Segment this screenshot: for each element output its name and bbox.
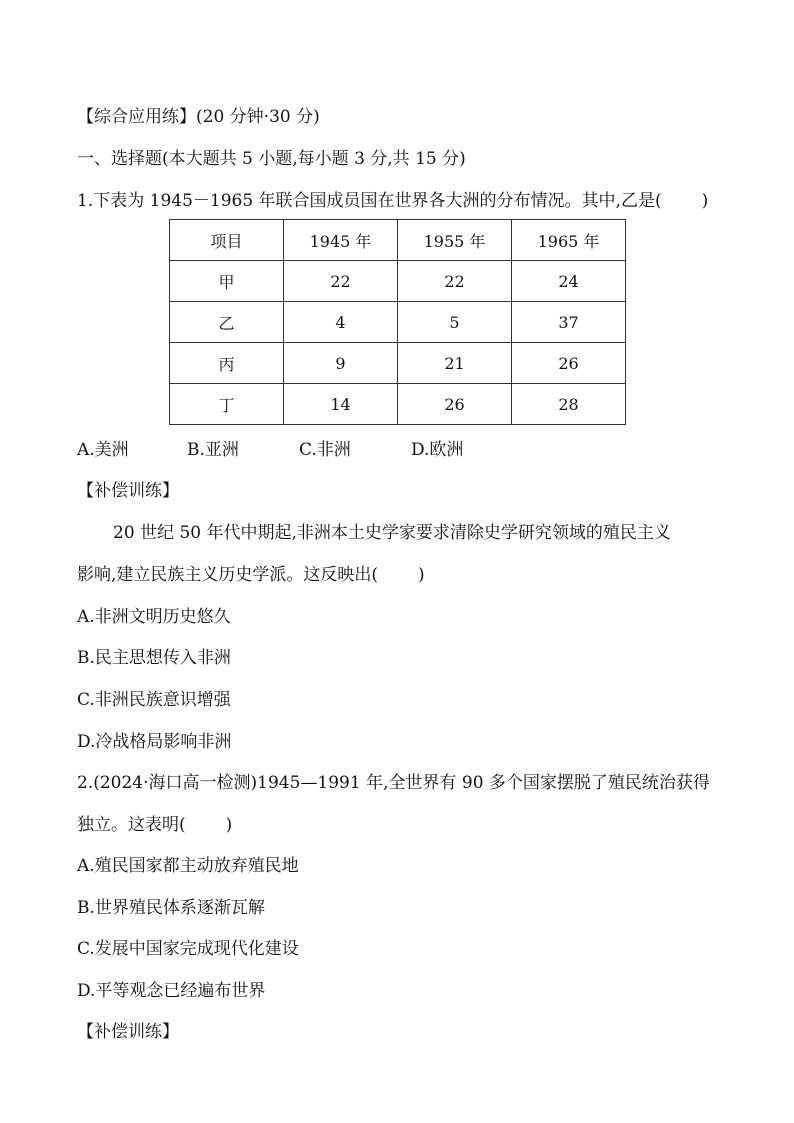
supplement-1-option-b: B.民主思想传入非洲 xyxy=(77,648,231,668)
question-2-option-d: D.平等观念已经遍布世界 xyxy=(77,981,266,1001)
table-cell: 21 xyxy=(398,343,512,384)
table-cell: 5 xyxy=(398,302,512,343)
table-cell: 乙 xyxy=(170,302,284,343)
question-1-option-d: D.欧洲 xyxy=(411,440,464,460)
table-header-cell: 1945 年 xyxy=(284,220,398,261)
table-row xyxy=(170,302,626,343)
table-header-cell: 1955 年 xyxy=(398,220,512,261)
section-title: 【综合应用练】(20 分钟·30 分) xyxy=(77,107,320,127)
table-cell: 22 xyxy=(398,261,512,302)
un-members-table xyxy=(169,219,626,425)
table-row xyxy=(170,343,626,384)
question-1-stem-text: 1.下表为 1945－1965 年联合国成员国在世界各大洲的分布情况。其中,乙是( xyxy=(77,191,662,211)
question-2-option-a: A.殖民国家都主动放弃殖民地 xyxy=(77,856,299,876)
table-cell: 丁 xyxy=(170,384,284,425)
question-2-option-b: B.世界殖民体系逐渐瓦解 xyxy=(77,898,265,918)
question-1-option-c: C.非洲 xyxy=(299,440,351,460)
part-heading: 一、选择题(本大题共 5 小题,每小题 3 分,共 15 分) xyxy=(77,149,466,169)
supplement-1-option-a: A.非洲文明历史悠久 xyxy=(77,607,231,627)
compensation-training-title: 【补偿训练】 xyxy=(77,481,179,501)
question-1-stem-close: ) xyxy=(701,191,709,211)
question-1-option-b: B.亚洲 xyxy=(187,440,239,460)
supplement-1-option-c: C.非洲民族意识增强 xyxy=(77,690,231,710)
question-1-option-a: A.美洲 xyxy=(77,440,129,460)
question-2-stem-line2 xyxy=(77,814,232,836)
question-1-stem xyxy=(77,190,708,212)
supplement-1-stem-close: ) xyxy=(418,565,425,585)
table-cell: 9 xyxy=(284,343,398,384)
table-header-row xyxy=(170,220,626,261)
table-cell: 26 xyxy=(512,343,626,384)
supplement-1-stem-line1: 20 世纪 50 年代中期起,非洲本土史学家要求清除史学研究领域的殖民主义 xyxy=(113,523,671,543)
compensation-training-title: 【补偿训练】 xyxy=(77,1022,179,1042)
table-row xyxy=(170,384,626,425)
table-cell: 26 xyxy=(398,384,512,425)
supplement-1-option-d: D.冷战格局影响非洲 xyxy=(77,732,232,752)
table-row xyxy=(170,261,626,302)
question-2-stem-text: 独立。这表明( xyxy=(77,815,186,835)
table-cell: 丙 xyxy=(170,343,284,384)
question-2-stem-line1: 2.(2024·海口高一检测)1945—1991 年,全世界有 90 多个国家摆脱了殖民统治获得 xyxy=(77,773,710,793)
table-cell: 28 xyxy=(512,384,626,425)
question-2-option-c: C.发展中国家完成现代化建设 xyxy=(77,939,299,959)
table-cell: 4 xyxy=(284,302,398,343)
table-cell: 14 xyxy=(284,384,398,425)
table-cell: 24 xyxy=(512,261,626,302)
supplement-1-stem-text: 影响,建立民族主义历史学派。这反映出( xyxy=(77,565,379,585)
question-2-stem-close: ) xyxy=(225,815,233,835)
table-cell: 甲 xyxy=(170,261,284,302)
table-header-cell: 1965 年 xyxy=(512,220,626,261)
table-cell: 22 xyxy=(284,261,398,302)
table-cell: 37 xyxy=(512,302,626,343)
supplement-1-stem-line2 xyxy=(77,564,425,586)
table-header-cell: 项目 xyxy=(170,220,284,261)
